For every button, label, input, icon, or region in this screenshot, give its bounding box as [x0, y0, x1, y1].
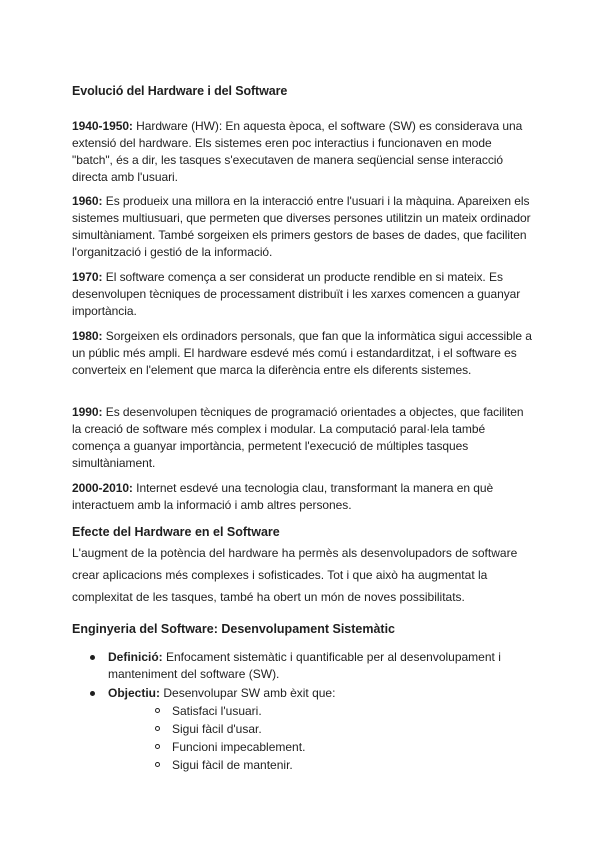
circle-bullet-icon	[155, 762, 160, 767]
section-year: 1960:	[72, 194, 103, 208]
objective-item: Satisfaci l'usuari.	[172, 704, 262, 718]
definition-label: Definició:	[108, 650, 163, 664]
circle-bullet-icon	[155, 708, 160, 713]
objective-label: Objectiu:	[108, 686, 161, 700]
section-text: Internet esdevé una tecnologia clau, transformant la manera en què interactuem amb la informació i amb altres persones.	[72, 481, 494, 512]
document-title: Evolució del Hardware i del Software	[72, 84, 288, 98]
section-2000	[72, 480, 534, 514]
list-item-definition	[72, 649, 534, 683]
section-text: El software comença a ser considerat un producte rendible en si mateix. Es desenvolupen tècniques de processament distribuït i les xarxes comencen a guanyar importància.	[72, 270, 521, 318]
objective-item: Sigui fàcil de mantenir.	[172, 758, 293, 772]
section-text: Sorgeixen els ordinadors personals, que fan que la informàtica sigui accessible a un públic més ampli. El hardware esdevé més comú i estandarditzat, i el software es converteix en l'element que marca la diferència entre els diferents sistemes.	[72, 329, 532, 377]
section-text: Es produeix una millora en la interacció entre l'usuari i la màquina. Apareixen els sistemes multiusuari, que permeten que diverses persones utilitzin un mateix ordinador simultàniament. També sorgeixen els primers gestors de bases de dades, que faciliten l'organització i gestió de la informació.	[72, 194, 531, 259]
section-1980	[72, 328, 534, 379]
sub-list-item	[72, 720, 534, 738]
effect-paragraph: L'augment de la potència del hardware ha permès als desenvolupadors de software crear aplicacions més complexes i sofisticades. Tot i que això ha augmentat la complexitat de les tasques, també ha obert un món de noves possibilitats.	[72, 546, 518, 604]
section-1960	[72, 193, 534, 261]
sub-list-item	[72, 702, 534, 720]
section-1990	[72, 404, 534, 472]
effect-heading: Efecte del Hardware en el Software	[72, 525, 280, 539]
engineering-list	[72, 649, 534, 774]
section-year: 1940-1950:	[72, 119, 133, 133]
bullet-icon	[90, 655, 95, 660]
section-text: Es desenvolupen tècniques de programació orientades a objectes, que faciliten la creació de software més complex i modular. La computació paral·lela també comença a guanyar importància, permetent l'execució de múltiples tasques simultàniament.	[72, 405, 524, 470]
objective-text: Desenvolupar SW amb èxit que:	[160, 686, 336, 700]
section-year: 1980:	[72, 329, 103, 343]
objective-item: Funcioni impecablement.	[172, 740, 306, 754]
list-item-objective	[72, 685, 534, 702]
section-year: 1970:	[72, 270, 103, 284]
section-year: 1990:	[72, 405, 103, 419]
engineering-heading: Enginyeria del Software: Desenvolupament Sistemàtic	[72, 622, 396, 636]
section-1940	[72, 118, 534, 186]
section-year: 2000-2010:	[72, 481, 133, 495]
definition-text: Enfocament sistemàtic i quantificable per al desenvolupament i manteniment del software (SW).	[108, 650, 501, 681]
section-1970	[72, 269, 534, 320]
circle-bullet-icon	[155, 726, 160, 731]
bullet-icon	[90, 691, 95, 696]
sub-list-item	[72, 738, 534, 756]
section-text: Hardware (HW): En aquesta època, el software (SW) es considerava una extensió del hardware. Els sistemes eren poc interactius i funcionaven en mode "batch", és a dir, les tasques s'executaven de manera seqüencial sense interacció directa amb l'usuari.	[72, 119, 523, 184]
sub-list-item	[72, 756, 534, 774]
objective-item: Sigui fàcil d'usar.	[172, 722, 262, 736]
circle-bullet-icon	[155, 744, 160, 749]
